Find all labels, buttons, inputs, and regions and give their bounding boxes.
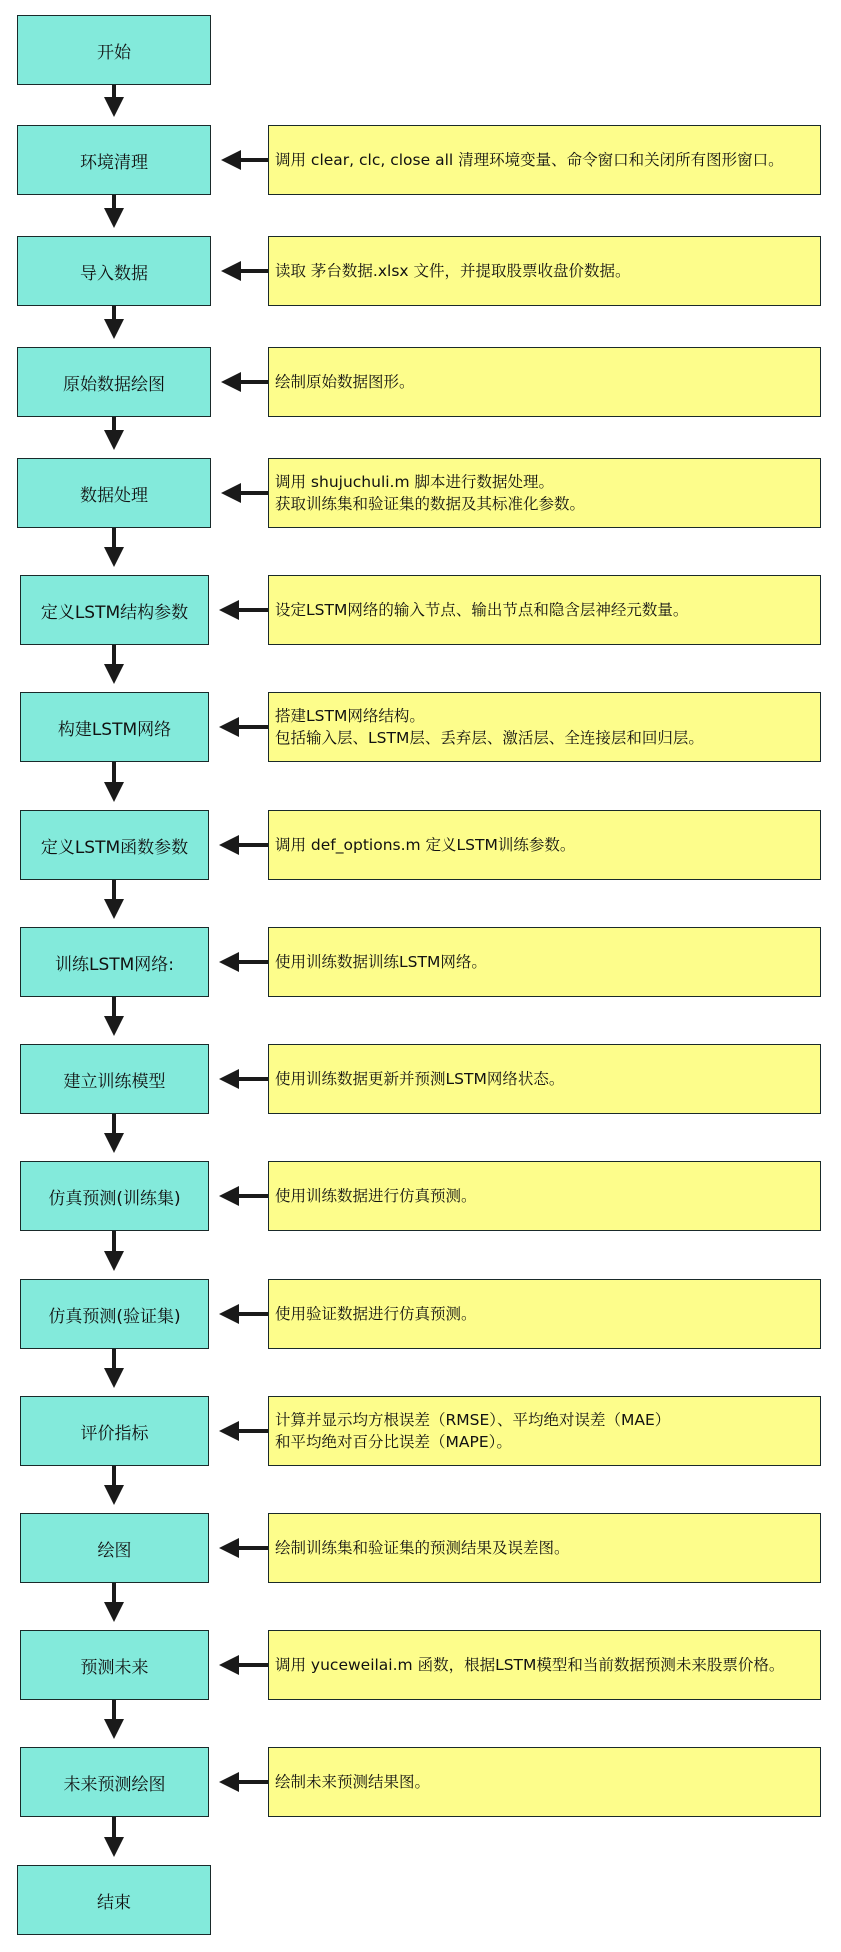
step-box <box>20 1630 209 1700</box>
step-label: 开始 <box>97 42 131 63</box>
step-label: 仿真预测(训练集) <box>48 1188 181 1209</box>
step-label: 数据处理 <box>80 485 148 506</box>
note-text: 绘制原始数据图形。 <box>275 373 415 391</box>
step-box <box>17 1865 211 1935</box>
note-text: 和平均绝对百分比误差（MAPE）。 <box>275 1433 512 1451</box>
step-label: 定义LSTM结构参数 <box>40 602 189 623</box>
note-text: 获取训练集和验证集的数据及其标准化参数。 <box>275 495 586 513</box>
step-label: 未来预测绘图 <box>63 1774 166 1795</box>
note-text: 绘制训练集和验证集的预测结果及误差图。 <box>275 1539 570 1557</box>
note-box <box>268 1161 821 1231</box>
step-box <box>20 692 209 762</box>
step-box <box>20 1396 209 1466</box>
note-box <box>268 347 821 417</box>
step-label: 预测未来 <box>80 1657 149 1678</box>
note-box <box>268 810 821 880</box>
step-box <box>17 15 211 85</box>
note-text: 绘制未来预测结果图。 <box>275 1773 431 1791</box>
note-box <box>268 692 821 762</box>
note-text: 调用 def_options.m 定义LSTM训练参数。 <box>275 836 576 854</box>
step-label: 构建LSTM网络 <box>57 719 172 740</box>
step-box <box>20 1161 209 1231</box>
step-box <box>20 1513 209 1583</box>
step-label: 导入数据 <box>80 263 148 284</box>
step-label: 原始数据绘图 <box>63 374 165 395</box>
note-box <box>268 1630 821 1700</box>
step-box <box>17 236 211 306</box>
step-label: 训练LSTM网络: <box>54 954 175 975</box>
note-box <box>268 125 821 195</box>
note-text: 搭建LSTM网络结构。 <box>275 707 425 725</box>
step-box <box>20 575 209 645</box>
note-text: 使用训练数据进行仿真预测。 <box>275 1187 477 1205</box>
note-text: 使用验证数据进行仿真预测。 <box>275 1305 477 1323</box>
note-box <box>268 236 821 306</box>
note-box <box>268 575 821 645</box>
note-text: 使用训练数据训练LSTM网络。 <box>275 953 487 971</box>
note-box <box>268 458 821 528</box>
note-box <box>268 1747 821 1817</box>
note-text: 计算并显示均方根误差（RMSE）、平均绝对误差（MAE） <box>275 1411 671 1429</box>
step-label: 建立训练模型 <box>63 1071 166 1092</box>
note-text: 读取 茅台数据.xlsx 文件，并提取股票收盘价数据。 <box>275 262 631 280</box>
step-box <box>20 810 209 880</box>
note-box <box>268 1279 821 1349</box>
step-box <box>17 347 211 417</box>
note-text: 调用 clear, clc, close all 清理环境变量、命令窗口和关闭所有图形窗口。 <box>275 151 784 169</box>
step-box <box>20 1044 209 1114</box>
step-label: 定义LSTM函数参数 <box>40 837 189 858</box>
note-box <box>268 1396 821 1466</box>
step-label: 绘图 <box>97 1540 132 1561</box>
note-text: 调用 shujuchuli.m 脚本进行数据处理。 <box>275 473 555 491</box>
step-label: 结束 <box>97 1892 131 1913</box>
note-box <box>268 927 821 997</box>
note-text: 包括输入层、LSTM层、丢弃层、激活层、全连接层和回归层。 <box>275 729 704 747</box>
step-box <box>20 1279 209 1349</box>
note-text: 使用训练数据更新并预测LSTM网络状态。 <box>275 1070 565 1088</box>
note-text: 设定LSTM网络的输入节点、输出节点和隐含层神经元数量。 <box>275 601 689 619</box>
step-box <box>17 125 211 195</box>
step-box <box>20 1747 209 1817</box>
step-label: 评价指标 <box>80 1423 149 1444</box>
note-text: 调用 yuceweilai.m 函数，根据LSTM模型和当前数据预测未来股票价格。 <box>275 1656 785 1674</box>
step-label: 环境清理 <box>80 152 148 173</box>
step-box <box>20 927 209 997</box>
step-box <box>17 458 211 528</box>
step-label: 仿真预测(验证集) <box>48 1306 181 1327</box>
note-box <box>268 1044 821 1114</box>
note-box <box>268 1513 821 1583</box>
